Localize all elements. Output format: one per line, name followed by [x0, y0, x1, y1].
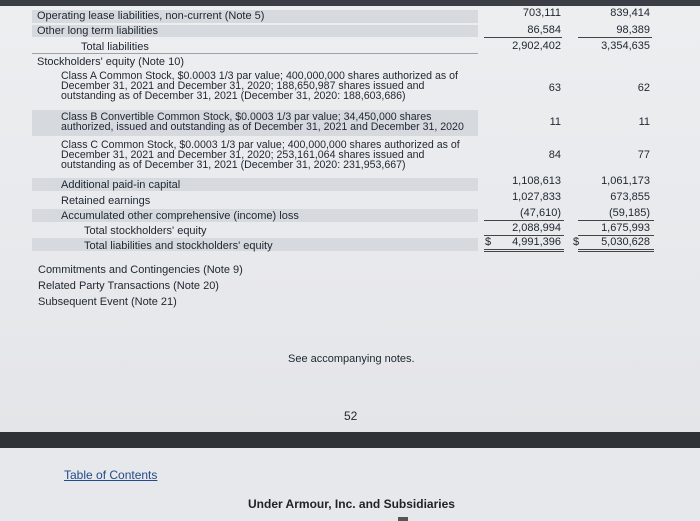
- note-commitments: Commitments and Contingencies (Note 9): [38, 264, 243, 276]
- value-2020: 11: [638, 116, 650, 128]
- value-2021: 703,111: [522, 7, 561, 19]
- row-label: Total liabilities and stockholders' equity: [84, 240, 273, 252]
- row-label: Class C Common Stock, $0.0003 1/3 par value; 400,000,000 shares authorized as of December 31, 2021 and December 31, 2020; 253,161,064 shares issued and outstanding as of December 31, 2021 (December 31, 2020: 231,953,667): [61, 139, 460, 171]
- row-label: Class A Common Stock, $0.0003 1/3 par value; 400,000,000 shares authorized as of December 31, 2021 and December 31, 2020; 188,650,987 shares issued and outstanding as of December 31, 2021 (December 31, 2020: 188,603,686): [61, 70, 458, 102]
- grand-total-double-rule: [578, 249, 654, 252]
- section-label: Stockholders' equity (Note 10): [37, 56, 185, 68]
- row-label: Retained earnings: [61, 195, 151, 207]
- value-2021: 11: [549, 116, 561, 128]
- value-2020: 3,354,635: [601, 40, 650, 52]
- value-2021: 86,584: [527, 24, 561, 36]
- value-2020: 98,389: [616, 24, 650, 36]
- value-2021: 2,902,402: [512, 40, 561, 52]
- page-number: 52: [344, 409, 358, 423]
- note-subsequent-event: Subsequent Event (Note 21): [38, 296, 177, 308]
- value-2021: 1,027,833: [512, 191, 561, 203]
- row-label: Other long term liabilities: [37, 25, 159, 37]
- value-2020: 839,414: [610, 7, 650, 19]
- value-2020: 1,061,173: [601, 175, 650, 187]
- value-2020: 5,030,628: [601, 236, 650, 248]
- value-2020: 1,675,993: [601, 222, 650, 234]
- row-label: Operating lease liabilities, non-current (Note 5): [37, 10, 265, 22]
- row-label: Accumulated other comprehensive (income) loss: [61, 210, 299, 222]
- currency-symbol: $: [573, 236, 580, 248]
- table-of-contents-link[interactable]: Table of Contents: [64, 468, 158, 482]
- subtotal-rule: [578, 220, 654, 221]
- value-2021: 2,088,994: [512, 222, 561, 234]
- note-related-party: Related Party Transactions (Note 20): [38, 280, 219, 292]
- page-divider: [0, 432, 700, 448]
- grand-total-double-rule: [484, 249, 564, 252]
- row-label: Total stockholders' equity: [84, 225, 207, 237]
- currency-symbol: $: [485, 236, 492, 248]
- value-2021: 1,108,613: [512, 175, 561, 187]
- value-2021: (47,610): [520, 207, 561, 219]
- value-2020: 77: [637, 149, 650, 161]
- subtotal-rule: [484, 220, 564, 221]
- value-2020: 673,855: [610, 191, 650, 203]
- value-2021: 84: [548, 149, 561, 161]
- cursor-mark: [398, 517, 408, 521]
- row-label: Class B Convertible Common Stock, $0.0003 1/3 par value; 34,450,000 shares authorized, issued and outstanding as of December 31, 2021 and December 31, 2020: [61, 111, 464, 133]
- row-label: Additional paid-in capital: [61, 179, 181, 191]
- value-2020: 62: [637, 82, 650, 94]
- subtotal-rule: [578, 37, 652, 38]
- value-2020: (59,185): [609, 207, 650, 219]
- row-label: Total liabilities: [81, 41, 149, 53]
- value-2021: 4,991,396: [512, 236, 561, 248]
- value-2021: 63: [548, 82, 561, 94]
- row-separator: [32, 53, 478, 54]
- company-name: Under Armour, Inc. and Subsidiaries: [248, 497, 455, 511]
- see-accompanying-notes: See accompanying notes.: [288, 353, 415, 365]
- subtotal-rule: [484, 37, 562, 38]
